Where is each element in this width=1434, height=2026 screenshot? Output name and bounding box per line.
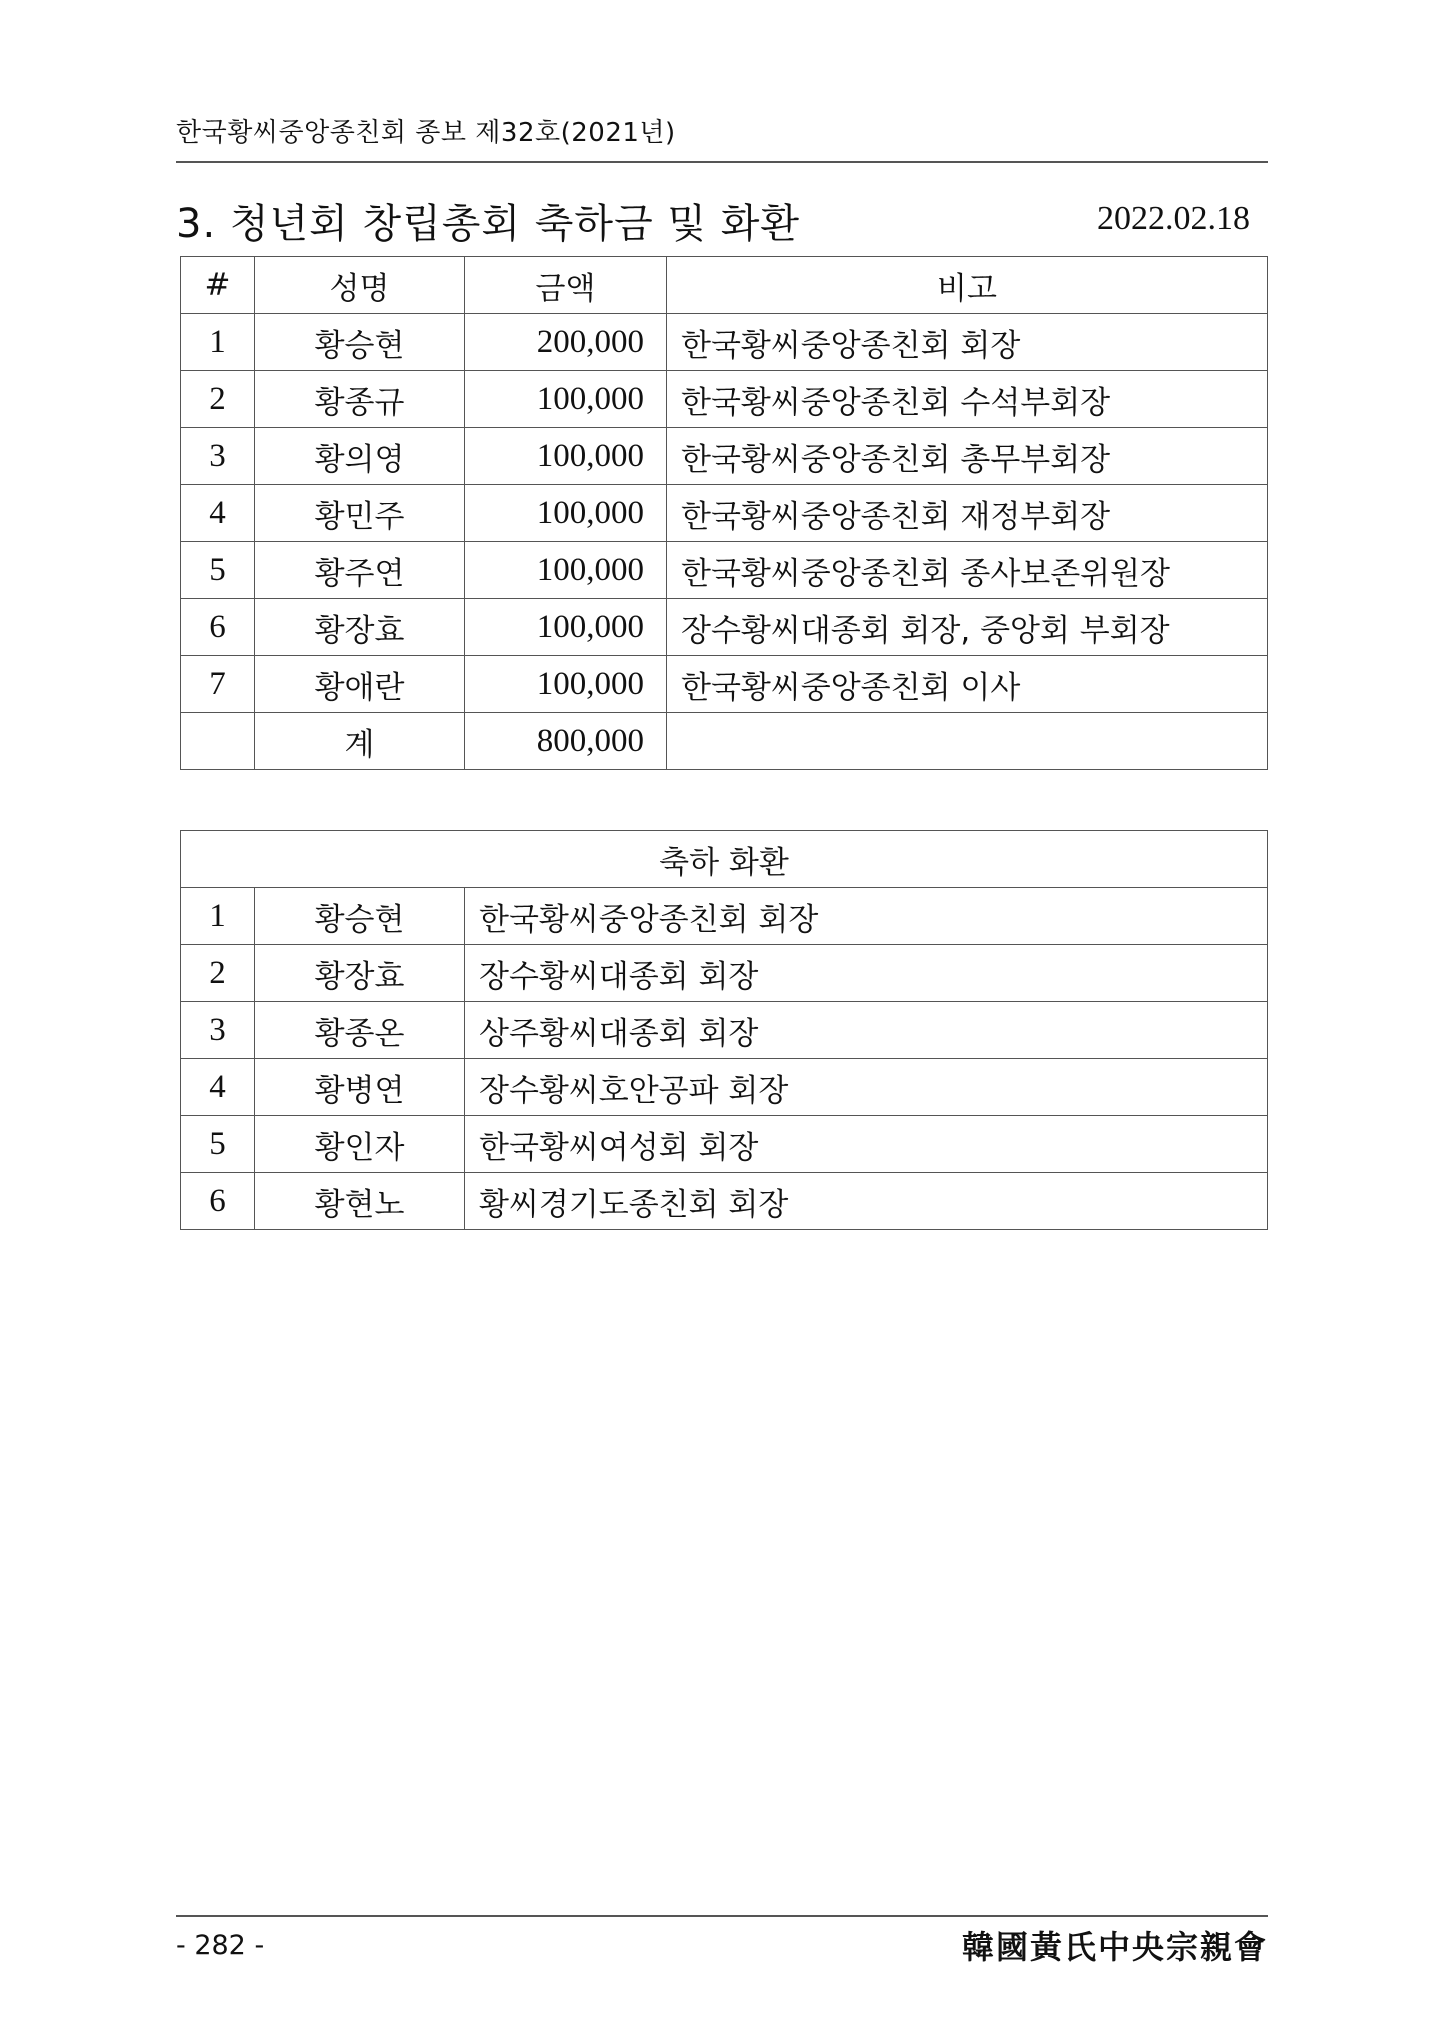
organization-name-hanja: 韓國黃氏中央宗親會	[961, 1928, 1268, 1966]
donor-name: 황의영	[255, 428, 465, 485]
row-number: 6	[181, 1173, 255, 1230]
wreath-table	[180, 830, 1268, 1230]
donor-name: 황주연	[255, 542, 465, 599]
sender-name: 황현노	[255, 1173, 465, 1230]
donation-amount: 100,000	[465, 656, 667, 713]
donation-amount: 100,000	[465, 371, 667, 428]
running-header: 한국황씨중앙종친회 종보 제32호(2021년)	[176, 118, 676, 148]
donation-table-header	[181, 257, 1268, 314]
donor-note: 한국황씨중앙종친회 총무부회장	[667, 428, 1268, 485]
sender-title: 상주황씨대종회 회장	[465, 1002, 1268, 1059]
row-number: 1	[181, 888, 255, 945]
sender-title: 황씨경기도종친회 회장	[465, 1173, 1268, 1230]
table-row	[181, 1059, 1268, 1116]
column-header-amount: 금액	[465, 257, 667, 314]
total-row-number	[181, 713, 255, 770]
sender-title: 장수황씨호안공파 회장	[465, 1059, 1268, 1116]
sender-name: 황종온	[255, 1002, 465, 1059]
row-number: 6	[181, 599, 255, 656]
total-label: 계	[255, 713, 465, 770]
sender-name: 황승현	[255, 888, 465, 945]
sender-name: 황장효	[255, 945, 465, 1002]
row-number: 4	[181, 1059, 255, 1116]
donation-amount: 200,000	[465, 314, 667, 371]
sender-title: 장수황씨대종회 회장	[465, 945, 1268, 1002]
table-row	[181, 428, 1268, 485]
donor-name: 황애란	[255, 656, 465, 713]
donor-note: 한국황씨중앙종친회 회장	[667, 314, 1268, 371]
footer-rule	[176, 1915, 1268, 1917]
sender-title: 한국황씨중앙종친회 회장	[465, 888, 1268, 945]
table-row	[181, 656, 1268, 713]
row-number: 2	[181, 371, 255, 428]
column-header-name: 성명	[255, 257, 465, 314]
section-date: 2022.02.18	[1097, 200, 1250, 237]
total-row	[181, 713, 1268, 770]
donor-name: 황민주	[255, 485, 465, 542]
table-row	[181, 1002, 1268, 1059]
donation-amount: 100,000	[465, 428, 667, 485]
sender-title: 한국황씨여성회 회장	[465, 1116, 1268, 1173]
donation-amount: 100,000	[465, 485, 667, 542]
total-note	[667, 713, 1268, 770]
donation-amount: 100,000	[465, 542, 667, 599]
row-number: 4	[181, 485, 255, 542]
header-rule	[176, 161, 1268, 163]
wreath-table-title: 축하 화환	[181, 831, 1268, 888]
table-row	[181, 542, 1268, 599]
table-row	[181, 314, 1268, 371]
table-row	[181, 371, 1268, 428]
donor-note: 한국황씨중앙종친회 재정부회장	[667, 485, 1268, 542]
donation-table	[180, 256, 1268, 770]
page-number: - 282 -	[176, 1930, 265, 1961]
sender-name: 황병연	[255, 1059, 465, 1116]
sender-name: 황인자	[255, 1116, 465, 1173]
row-number: 1	[181, 314, 255, 371]
donor-note: 한국황씨중앙종친회 종사보존위원장	[667, 542, 1268, 599]
total-amount: 800,000	[465, 713, 667, 770]
row-number: 5	[181, 542, 255, 599]
donor-note: 장수황씨대종회 회장, 중앙회 부회장	[667, 599, 1268, 656]
donor-name: 황장효	[255, 599, 465, 656]
table-row	[181, 1116, 1268, 1173]
table-row	[181, 485, 1268, 542]
row-number: 3	[181, 1002, 255, 1059]
column-header-number: #	[181, 257, 255, 314]
row-number: 5	[181, 1116, 255, 1173]
row-number: 2	[181, 945, 255, 1002]
table-row	[181, 888, 1268, 945]
table-row	[181, 599, 1268, 656]
table-row	[181, 945, 1268, 1002]
row-number: 3	[181, 428, 255, 485]
donor-note: 한국황씨중앙종친회 이사	[667, 656, 1268, 713]
donation-amount: 100,000	[465, 599, 667, 656]
donor-note: 한국황씨중앙종친회 수석부회장	[667, 371, 1268, 428]
table-row	[181, 1173, 1268, 1230]
section-title: 3. 청년회 창립총회 축하금 및 화환	[176, 201, 801, 247]
wreath-table-header	[181, 831, 1268, 888]
row-number: 7	[181, 656, 255, 713]
column-header-note: 비고	[667, 257, 1268, 314]
donor-name: 황종규	[255, 371, 465, 428]
donor-name: 황승현	[255, 314, 465, 371]
